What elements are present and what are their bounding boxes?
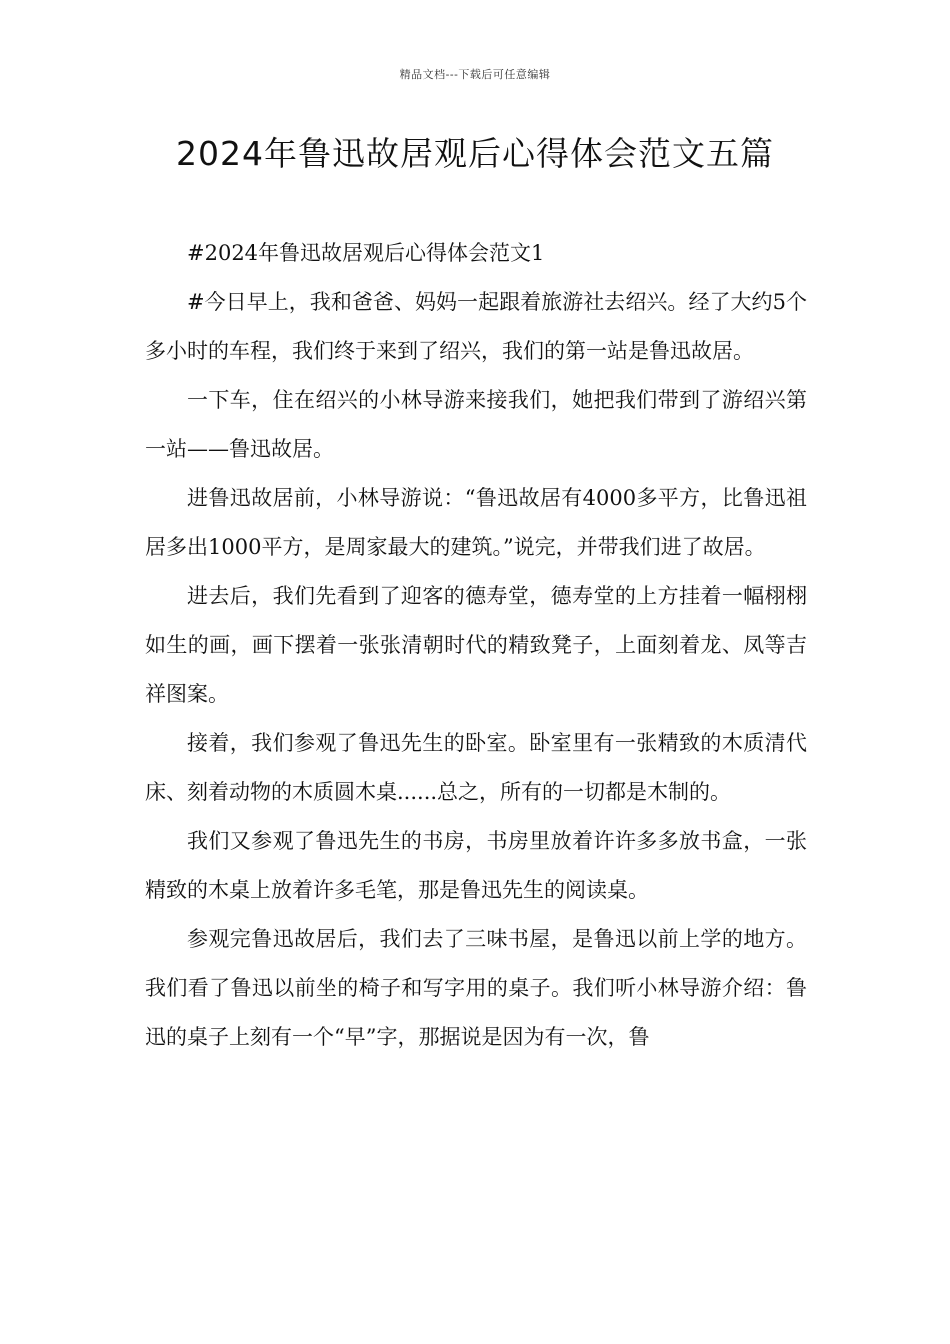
paragraph: 进去后，我们先看到了迎客的德寿堂，德寿堂的上方挂着一幅栩栩如生的画，画下摆着一张张清朝时代的精致凳子，上面刻着龙、凤等吉祥图案。 [145, 584, 807, 706]
paragraph: 进鲁迅故居前，小林导游说：“鲁迅故居有4000多平方，比鲁迅祖居多出1000平方，是周家最大的建筑。”说完，并带我们进了故居。 [145, 486, 807, 559]
paragraph: 参观完鲁迅故居后，我们去了三味书屋，是鲁迅以前上学的地方。我们看了鲁迅以前坐的椅子和写字用的桌子。我们听小林导游介绍：鲁迅的桌子上刻有一个“早”字，那据说是因为有一次，鲁 [145, 927, 807, 1049]
page-header-note: 精品文档---下载后可任意编辑 [399, 68, 551, 81]
document-body [145, 229, 807, 1062]
document-title: 2024年鲁迅故居观后心得体会范文五篇 [176, 134, 774, 173]
paragraph: #今日早上，我和爸爸、妈妈一起跟着旅游社去绍兴。经了大约5个多小时的车程，我们终于来到了绍兴，我们的第一站是鲁迅故居。 [145, 290, 807, 363]
paragraph: 接着，我们参观了鲁迅先生的卧室。卧室里有一张精致的木质清代床、刻着动物的木质圆木桌......总之，所有的一切都是木制的。 [145, 731, 807, 804]
paragraph-subtitle: #2024年鲁迅故居观后心得体会范文1 [187, 241, 545, 265]
paragraph: 我们又参观了鲁迅先生的书房，书房里放着许许多多放书盒，一张精致的木桌上放着许多毛笔，那是鲁迅先生的阅读桌。 [145, 829, 807, 902]
paragraph: 一下车，住在绍兴的小林导游来接我们，她把我们带到了游绍兴第一站——鲁迅故居。 [145, 388, 807, 461]
